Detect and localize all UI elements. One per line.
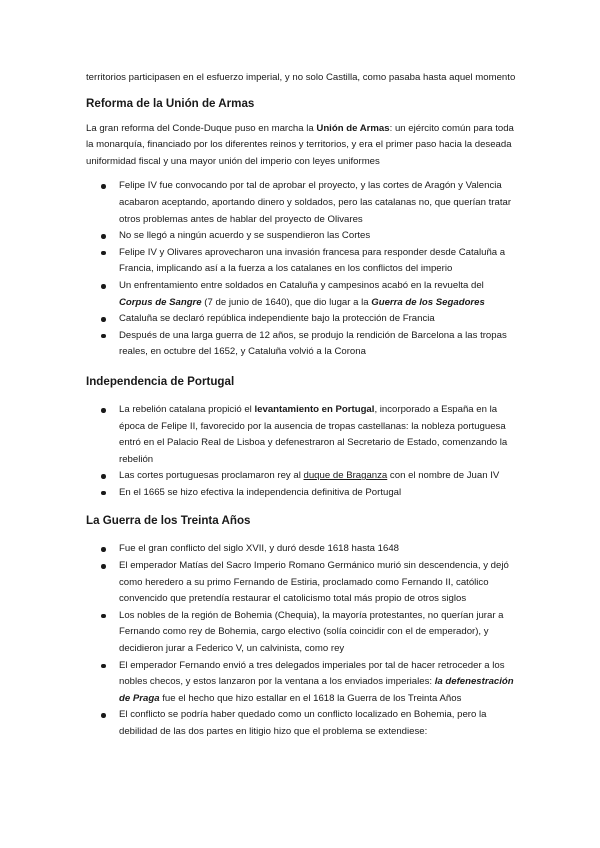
list-item-text: Los nobles de la región de Bohemia (Chequia), la mayoría protestantes, no querían jurar a Fernando como rey de Bohemia, cargo electivo (solía coincidir con el de emperador), y decidieron jurar a Federico V, un calvinista, como rey: [119, 609, 504, 655]
list-item: [86, 178, 518, 228]
list-item: [86, 541, 518, 558]
list-item-text: , incorporado a España en la época de Felipe II, favorecido por la ausencia de tropas castellanas: la nobleza portuguesa entró en el Palacio Real de Lisboa y defenestraron al Secretario de Estado, comenzando la rebelión: [119, 403, 508, 465]
list-item-text: El emperador Matías del Sacro Imperio Romano Germánico murió sin descendencia, y dejó como heredero a su primo Fernando de Estiria, proclamado como Fernando II, católico convencido que pretendía restaurar el catolicismo total más propio de otros siglos: [119, 560, 509, 605]
list-item: [86, 658, 518, 708]
list-item: [86, 245, 518, 278]
bullet-icon: [101, 564, 106, 569]
list-item-text: No se llegó a ningún acuerdo y se suspendieron las Cortes: [119, 230, 371, 242]
bullet-icon: [101, 491, 106, 496]
bullet-icon: [101, 408, 106, 413]
reforma-paragraph: [86, 121, 518, 171]
bullet-icon: [101, 474, 106, 479]
list-item-text: Felipe IV fue convocando por tal de aprobar el proyecto, y las cortes de Aragón y Valencia acabaron aceptando, aportando dinero y soldados, pero las catalanas no, que querían tratar otros problemas antes de hablar del proyecto de Olivares: [119, 180, 512, 225]
bullet-icon: [101, 547, 106, 552]
list-item: [86, 485, 518, 502]
list-item-text: Después de una larga guerra de 12 años, se produjo la rendición de Barcelona a las tropas reales, en octubre del 1652, y Cataluña volvió a la Corona: [119, 329, 507, 358]
list-item: [86, 328, 518, 361]
reforma-bullet-list: [86, 178, 518, 361]
section-heading-treinta-anos: La Guerra de los Treinta Años: [86, 514, 251, 528]
list-item-text: (7 de junio de 1640), que dio lugar a la: [201, 296, 372, 308]
corpus-de-sangre-term: Corpus de Sangre: [119, 296, 202, 308]
list-item: [86, 608, 518, 658]
list-item-text: con el nombre de Juan IV: [387, 470, 500, 482]
bullet-icon: [101, 664, 106, 669]
list-item-text: La rebelión catalana propició el: [119, 403, 255, 415]
bullet-icon: [101, 614, 106, 619]
levantamiento-term: levantamiento en Portugal: [254, 403, 375, 415]
list-item-text: Las cortes portuguesas proclamaron rey al: [119, 470, 304, 482]
list-item-text: Fue el gran conflicto del siglo XVII, y duró desde 1618 hasta 1648: [119, 543, 399, 555]
list-item: [86, 278, 518, 311]
list-item-text: El emperador Fernando envió a tres delegados imperiales por tal de hacer retroceder a los nobles checos, y estos lanzaron por la ventana a los enviados imperiales:: [119, 659, 505, 688]
list-item-text: Un enfrentamiento entre soldados en Cataluña y campesinos acabó en la revuelta del: [119, 279, 484, 291]
bullet-icon: [101, 251, 106, 256]
list-item-text: Cataluña se declaró república independiente bajo la protección de Francia: [119, 313, 435, 325]
duque-braganza-link[interactable]: duque de Braganza: [303, 470, 388, 482]
list-item-text: fue el hecho que hizo estallar en el 1618 la Guerra de los Treinta Años: [159, 692, 462, 704]
portugal-bullet-list: [86, 402, 518, 502]
bullet-icon: [101, 334, 106, 339]
section-heading-portugal: Independencia de Portugal: [86, 374, 235, 388]
treinta-bullet-list: [86, 541, 518, 740]
defenestracion-term: la defenestración de Praga: [119, 676, 514, 704]
reforma-text-pre: La gran reforma del Conde-Duque puso en marcha la: [86, 122, 317, 134]
list-item: [86, 228, 518, 245]
list-item-text: El conflicto se podría haber quedado como un conflicto localizado en Bohemia, pero la debilidad de las dos partes en litigio hizo que el problema se extendiese:: [119, 709, 487, 737]
guerra-segadores-term: Guerra de los Segadores: [371, 296, 485, 308]
list-item: [86, 402, 518, 468]
bullet-icon: [101, 234, 106, 239]
list-item-text: En el 1665 se hizo efectiva la independencia definitiva de Portugal: [119, 486, 402, 498]
reforma-text-post: : un ejército común para toda la monarquía, financiado por los diferentes reinos y territorios, y era el primer paso hacia la deseada uniformidad fiscal y una mayor unión del imperio con leyes uniformes: [86, 122, 514, 167]
document-content: [86, 70, 518, 741]
list-item-text: Felipe IV y Olivares aprovecharon una invasión francesa para responder desde Cataluña a Francia, implicando así a la fuerza a los catalanes en los conflictos del imperio: [119, 246, 506, 275]
list-item: [86, 707, 518, 740]
list-item: [86, 468, 518, 485]
bullet-icon: [101, 284, 106, 289]
list-item: [86, 311, 518, 328]
bullet-icon: [101, 713, 106, 718]
bullet-icon: [101, 317, 106, 322]
intro-paragraph: territorios participasen en el esfuerzo imperial, y no solo Castilla, como pasaba hasta aquel momento: [86, 72, 516, 83]
section-heading-reforma: Reforma de la Unión de Armas: [86, 96, 255, 110]
bullet-icon: [101, 184, 106, 189]
reforma-bold-term: Unión de Armas: [316, 122, 390, 134]
list-item: [86, 558, 518, 608]
